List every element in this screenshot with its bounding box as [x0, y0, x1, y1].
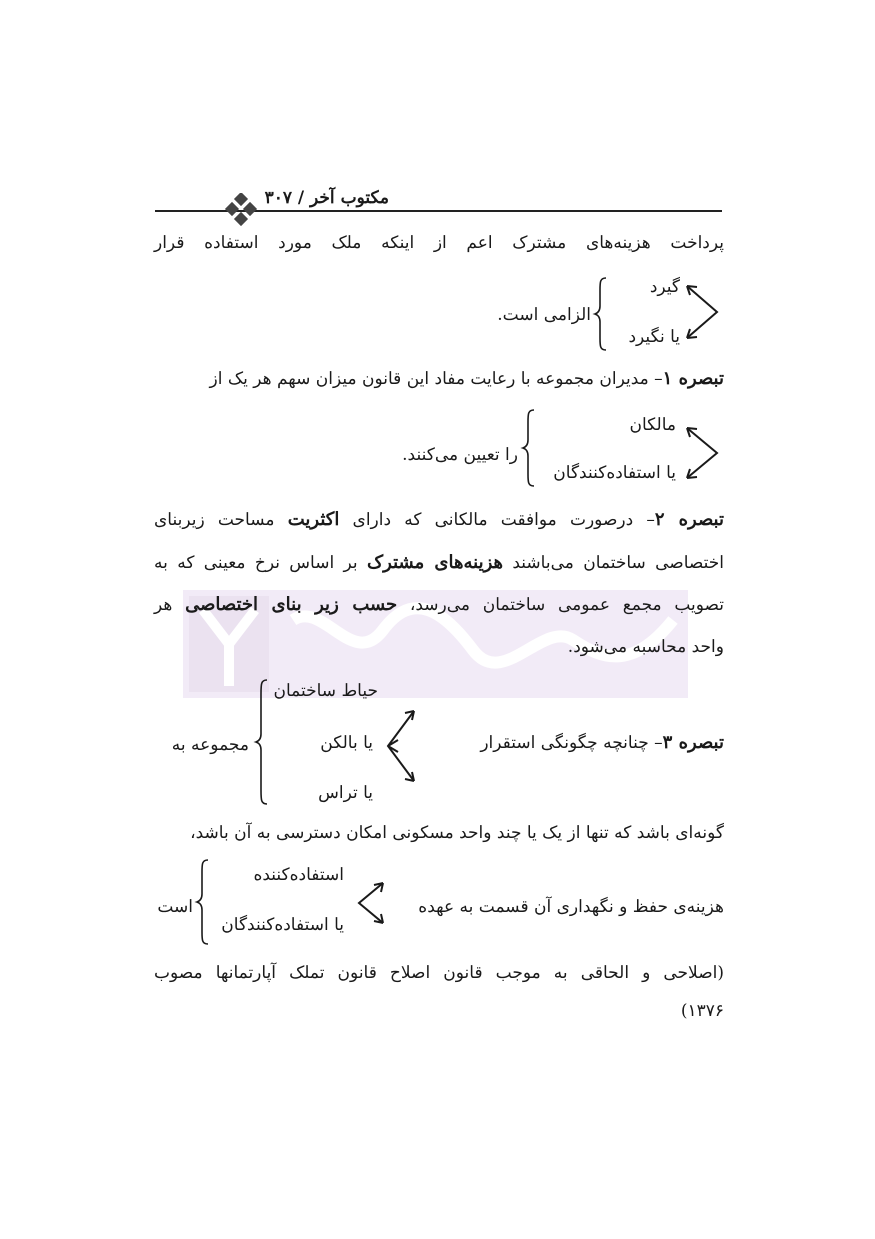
note3-label: تبصره ۳ [662, 732, 724, 753]
curly-brace-icon [255, 678, 269, 806]
n3-top-item: حیاط ساختمان [273, 681, 378, 701]
header-rule-right [244, 210, 722, 212]
note1-text: – مدیران مجموعه با رعایت مفاد این قانون میزان سهم هر یک از [209, 369, 663, 389]
curly-brace-icon [594, 276, 608, 352]
curly-brace-icon [196, 858, 210, 946]
note2-bold-majority: اکثریت [287, 509, 340, 530]
note3-line1 [480, 732, 724, 754]
note2-line4: واحد محاسبه می‌شود. [567, 637, 724, 657]
n3-option-3: استفاده‌کننده [253, 865, 344, 885]
note3-line5: ۱۳۷۶) [680, 1001, 724, 1021]
p1-tail: الزامی است. [497, 305, 591, 325]
p1-option-1: گیرد [649, 277, 680, 297]
note3-text: – چنانچه چگونگی استقرار [480, 733, 663, 753]
note2-line2 [154, 552, 724, 574]
note2-text-a: – درصورت موافقت مالکانی که دارای [352, 510, 655, 530]
diamond-ornament-icon [223, 193, 259, 229]
n1-tail: را تعیین می‌کنند. [402, 445, 518, 465]
branch-arrow-icon [685, 424, 721, 482]
note2-line3-c: هر [154, 595, 173, 615]
note3-line4: (اصلاحی و الحاقی به موجب قانون اصلاح قانون تملک آپارتمانها مصوب [154, 963, 724, 983]
n3-tail2: است [157, 897, 193, 917]
branch-arrow-icon [384, 708, 418, 784]
note2-label: تبصره ۲ [654, 509, 724, 530]
para1-line1: پرداخت هزینه‌های مشترک اعم از اینکه ملک مورد استفاده قرار [154, 233, 724, 253]
note1-line1 [154, 368, 724, 390]
n3-option-4: یا استفاده‌کنندگان [221, 915, 344, 935]
n1-option-1: مالکان [629, 415, 676, 435]
curly-brace-icon [522, 408, 536, 488]
note2-bold-shared-costs: هزینه‌های مشترک [367, 552, 504, 573]
note2-line3 [154, 594, 724, 616]
running-header: مکتوب آخر / ۳۰۷ [264, 188, 389, 208]
p1-option-2: یا نگیرد [628, 327, 680, 347]
n3-tail: مجموعه به [171, 735, 249, 755]
note2-line3-a: تصویب مجمع عمومی ساختمان می‌رسد، [409, 595, 725, 615]
note2-line1 [154, 509, 724, 531]
note2-line2-c: بر اساس نرخ معینی که به [154, 553, 358, 573]
note2-line2-a: اختصاصی ساختمان می‌باشند [512, 553, 725, 573]
branch-arrow-icon [685, 282, 721, 342]
branch-arrow-icon [356, 880, 386, 926]
note2-bold-by-area: حسب زیر بنای اختصاصی [185, 594, 398, 615]
n3-option-1: یا بالکن [320, 733, 373, 753]
note2-text-c: مساحت زیربنای [154, 510, 275, 530]
n3-option-2: یا تراس [318, 783, 373, 803]
note3-line2: گونه‌ای باشد که تنها از یک یا چند واحد مسکونی امکان دسترسی به آن باشد، [190, 823, 724, 843]
note1-label: تبصره ۱ [662, 368, 724, 389]
n1-option-2: یا استفاده‌کنندگان [553, 463, 676, 483]
note3-line3: هزینه‌ی حفظ و نگهداری آن قسمت به عهده [418, 897, 724, 917]
